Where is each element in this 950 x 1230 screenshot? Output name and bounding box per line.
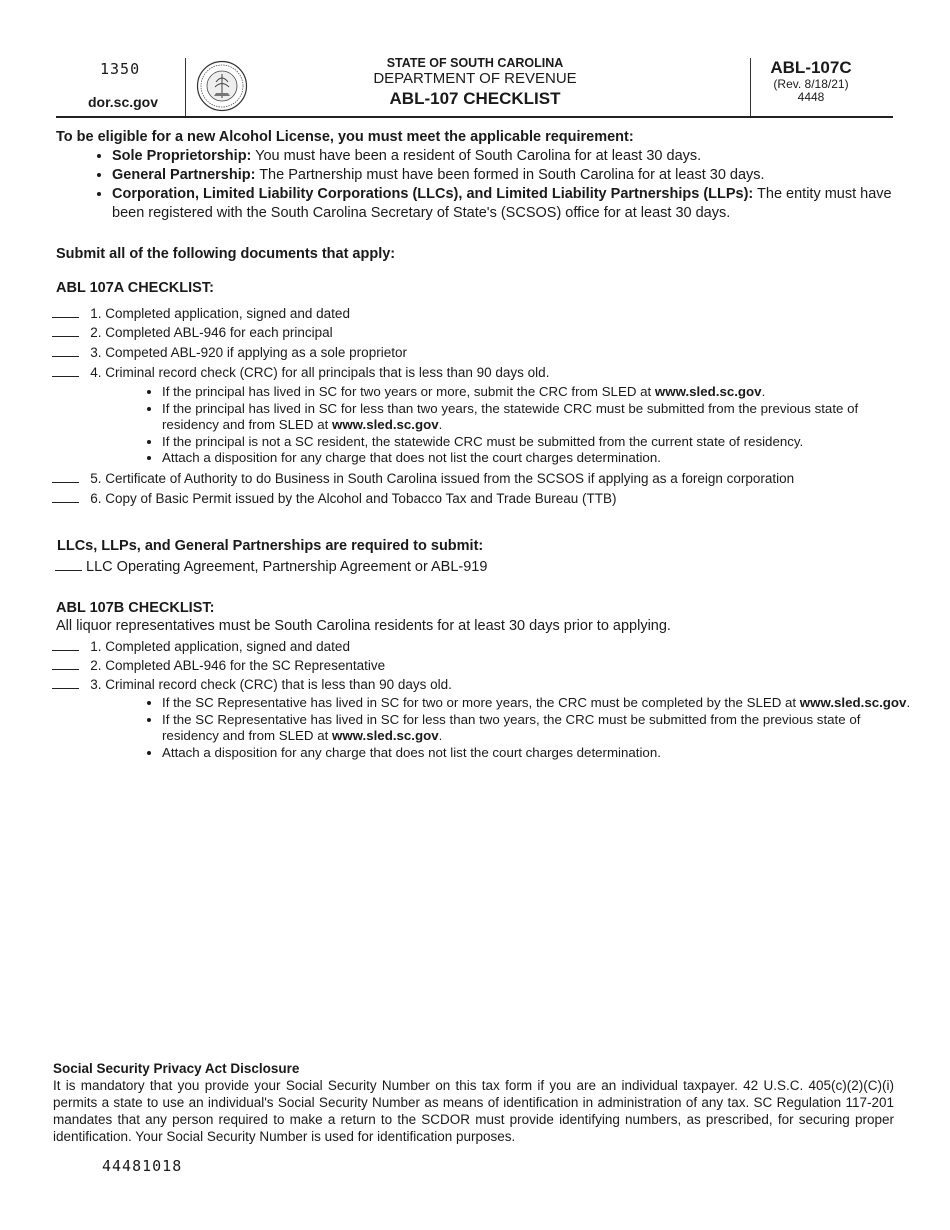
check-blank[interactable]	[55, 570, 82, 571]
form-number: 1350	[100, 60, 141, 78]
state-name: STATE OF SOUTH CAROLINA	[386, 56, 564, 70]
abl107b-note: All liquor representatives must be South Carolina residents for at least 30 days prior to applying.	[56, 618, 671, 634]
page-title: ABL-107 CHECKLIST	[389, 88, 561, 108]
crc-bullet: • If the principal has lived in SC for two years or more, submit the CRC from SLED at www.sled.sc.gov.	[162, 384, 914, 401]
checklist-item: 4. Criminal record check (CRC) for all principals that is less than 90 days old.	[52, 365, 549, 380]
check-blank[interactable]	[52, 482, 79, 483]
checklist-item: 1. Completed application, signed and dated	[52, 306, 350, 321]
website: dor.sc.gov	[88, 94, 159, 110]
header-divider	[185, 58, 186, 116]
checklist-item: 6. Copy of Basic Permit issued by the Alcohol and Tobacco Tax and Trade Bureau (TTB)	[52, 491, 617, 506]
privacy-text: It is mandatory that you provide your Social Security Number on this tax form if you are an individual taxpayer. 42 U.S.C. 405(c)(2)(C)(i) permits a state to use an individual's Social Security Number as means of identification in administration of any tax. SC Regulation 117-201 mandates that any person required to make a return to the SCDOR must provide identifying numbers, as prescribed, for securing proper identification. Your Social Security Number is used for identification purposes.	[53, 1078, 894, 1144]
crc-bullet: • Attach a disposition for any charge that does not list the court charges determination.	[162, 745, 918, 762]
check-blank[interactable]	[52, 336, 79, 337]
crc-bullet-list	[144, 695, 918, 761]
checklist-item: 1. Completed application, signed and dated	[52, 639, 350, 654]
eligibility-intro: To be eligible for a new Alcohol License, you must meet the applicable requirement:	[56, 129, 634, 145]
check-blank[interactable]	[52, 650, 79, 651]
crc-bullet: • Attach a disposition for any charge that does not list the court charges determination.	[162, 450, 914, 467]
barcode-number: 44481018	[102, 1157, 183, 1175]
form-title-block	[300, 56, 650, 108]
checklist-item: 5. Certificate of Authority to do Business in South Carolina issued from the SCSOS if applying as a foreign corporation	[52, 471, 794, 486]
submit-heading: Submit all of the following documents that apply:	[56, 246, 396, 262]
check-blank[interactable]	[52, 376, 79, 377]
eligibility-item: • Sole Proprietorship: You must have been a resident of South Carolina for at least 30 days.	[112, 147, 922, 166]
checklist-item: 3. Competed ABL-920 if applying as a sole proprietor	[52, 345, 407, 360]
crc-bullet: • If the SC Representative has lived in SC for two or more years, the CRC must be completed by the SLED at www.sled.sc.gov.	[162, 695, 918, 712]
checklist-item: 2. Completed ABL-946 for each principal	[52, 325, 333, 340]
eligibility-item: • Corporation, Limited Liability Corporations (LLCs), and Limited Liability Partnerships (LLPs): The entity must have been registered with the South Carolina Secretary of State's (SCSOS) office for at least 30 days.	[112, 185, 922, 223]
form-id: 4448	[797, 90, 825, 105]
state-seal-icon	[196, 60, 248, 112]
check-blank[interactable]	[52, 502, 79, 503]
privacy-title: Social Security Privacy Act Disclosure	[53, 1061, 300, 1076]
crc-bullet: • If the SC Representative has lived in SC for less than two years, the CRC must be submitted from the previous state of residency and from SLED at www.sled.sc.gov.	[162, 712, 918, 745]
check-blank[interactable]	[52, 356, 79, 357]
abl107b-heading: ABL 107B CHECKLIST:	[56, 600, 215, 616]
check-blank[interactable]	[52, 688, 79, 689]
abl107a-heading: ABL 107A CHECKLIST:	[56, 280, 214, 296]
form-code-block	[752, 58, 870, 105]
check-blank[interactable]	[52, 669, 79, 670]
crc-bullet: • If the principal is not a SC resident, the statewide CRC must be submitted from the current state of residency.	[162, 434, 914, 451]
checklist-item: 3. Criminal record check (CRC) that is less than 90 days old.	[52, 677, 452, 692]
check-blank[interactable]	[52, 317, 79, 318]
crc-bullet: • If the principal has lived in SC for less than two years, the statewide CRC must be submitted from the previous state of residency and from SLED at www.sled.sc.gov.	[162, 401, 914, 434]
department-name: DEPARTMENT OF REVENUE	[373, 70, 577, 88]
eligibility-list	[90, 147, 922, 223]
crc-bullet-list	[144, 384, 914, 467]
code-divider	[750, 58, 751, 116]
checklist-item: 2. Completed ABL-946 for the SC Representative	[52, 658, 385, 673]
partnership-item: LLC Operating Agreement, Partnership Agreement or ABL-919	[55, 559, 487, 575]
form-code: ABL-107C	[770, 58, 852, 77]
eligibility-item: • General Partnership: The Partnership must have been formed in South Carolina for at least 30 days.	[112, 166, 922, 185]
header-rule	[56, 116, 893, 118]
revision-date: (Rev. 8/18/21)	[773, 76, 849, 91]
partnerships-heading: LLCs, LLPs, and General Partnerships are required to submit:	[57, 538, 484, 554]
